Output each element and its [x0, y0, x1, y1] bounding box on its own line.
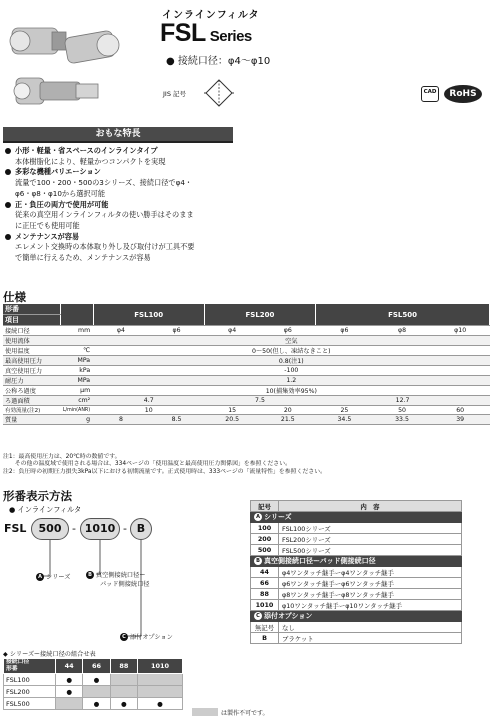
combo-table [3, 658, 183, 710]
code-desc: φ8ワンタッチ継手ーφ8ワンタッチ継手 [279, 589, 462, 600]
spec-cell: 0～50(但し、凍結なきこと) [93, 346, 489, 356]
code-desc: φ10ワンタッチ継手ーφ10ワンタッチ継手 [279, 600, 462, 611]
spec-cell: -100 [93, 366, 489, 376]
spec-model-col: FSL200 [204, 304, 315, 326]
combo-col: 88 [110, 659, 137, 674]
legend-text: は製作不可です。 [221, 710, 269, 717]
code-desc: なし [279, 622, 462, 633]
code-desc: φ6ワンタッチ継手ーφ6ワンタッチ継手 [279, 578, 462, 589]
combo-cell [83, 686, 110, 698]
product-subtitle: インラインフィルタ [162, 10, 260, 21]
features-rule [3, 141, 233, 143]
feature-line: で簡単に行えるため、メンテナンスが容易 [15, 253, 151, 263]
spec-cell: 0.8(注1) [93, 356, 489, 366]
spec-cell: 39 [431, 415, 490, 425]
feature-line: エレメント交換時の本体取り外し及び取付けが工具不要 [15, 242, 195, 252]
combo-cell: ● [110, 698, 137, 710]
filter-symbol-icon [204, 78, 234, 108]
spec-row-label: 耐圧力 [3, 376, 61, 386]
code-desc: FSL100シリーズ [279, 523, 462, 534]
spec-cell: 空気 [93, 336, 489, 346]
spec-row-unit: cm² [61, 396, 93, 406]
spec-cell: 33.5 [373, 415, 431, 425]
spec-cell: 12.7 [316, 396, 490, 406]
feature-bullet: 多彩な機種バリエーション [4, 167, 264, 178]
pn-prefix: FSL [4, 522, 27, 535]
pn-bore-label2: パッド側接続口径 [100, 581, 150, 588]
code-col-symbol: 記号 [251, 501, 279, 512]
spec-cell: φ6 [260, 326, 316, 336]
spec-note: 注2：負圧時の初期圧力損失3kPa以下における初期流量です。正式使用時は、333ページの「流量特性」を参照ください。 [3, 468, 326, 475]
spec-cell: φ4 [204, 326, 260, 336]
spec-note: 注1：最高使用圧力は、20℃時の数値です。 [3, 454, 121, 460]
code-key: 88 [251, 589, 279, 600]
pn-bore-label: 真空側接続口径ー [96, 572, 146, 579]
spec-title: 仕様 [3, 290, 26, 304]
combo-cell: ● [83, 698, 110, 710]
spec-row-unit: MPa [61, 376, 93, 386]
code-desc: φ4ワンタッチ継手ーφ4ワンタッチ継手 [279, 567, 462, 578]
code-section-option: 添付オプション [264, 612, 313, 620]
feature-bullet: 小形・軽量・省スペースのインラインタイプ [4, 146, 264, 157]
code-key: B [251, 633, 279, 644]
feature-bullet: メンテナンスが容易 [4, 232, 264, 243]
pn-option-label: 添付オプション [130, 634, 173, 641]
partnumber-title: 形番表示方法 [3, 489, 72, 503]
spec-cell: 10 [93, 406, 204, 415]
spec-row-label: 使用温度 [3, 346, 61, 356]
combo-cell [56, 698, 83, 710]
spec-row-label: 真空使用圧力 [3, 366, 61, 376]
combo-head-bore: 接続口径 [6, 659, 30, 665]
product-title: FSL Series [160, 19, 252, 47]
code-key: 100 [251, 523, 279, 534]
spec-row-unit: mm [61, 326, 93, 336]
code-desc: FSL200シリーズ [279, 534, 462, 545]
rohs-icon: RoHS [444, 85, 482, 103]
combo-row-name: FSL100 [4, 674, 56, 686]
product-photo [6, 8, 126, 126]
spec-cell: φ10 [431, 326, 490, 336]
spec-note: その他の温度域で使用される場合は、334ページの「使用温度と最高使用圧力関係図」を参照ください。 [3, 461, 291, 468]
spec-cell: 4.7 [93, 396, 204, 406]
spec-model-col: FSL100 [93, 304, 204, 326]
partnumber-diagram: FSL 500 - 1010 - B A シリーズ B 真空側接続口径ー パッド側接続口径 C 添付オプション [4, 518, 244, 648]
spec-row-label: 最高使用圧力 [3, 356, 61, 366]
spec-row-unit: kPa [61, 366, 93, 376]
combo-cell: ● [138, 698, 183, 710]
features-list [4, 146, 264, 264]
feature-line: に正圧でも使用可能 [15, 220, 80, 230]
spec-model-col: FSL500 [316, 304, 490, 326]
mark-c: C [120, 633, 128, 641]
combo-cell: ● [56, 674, 83, 686]
combo-cell [138, 686, 183, 698]
combo-row-name: FSL200 [4, 686, 56, 698]
spec-cell: φ6 [149, 326, 205, 336]
spec-cell: 25 [316, 406, 374, 415]
spec-key-model: 形番 [3, 304, 61, 315]
bore-range: ● 接続口径：φ4～φ10 [166, 56, 271, 67]
combo-col: 44 [56, 659, 83, 674]
spec-cell: 7.5 [204, 396, 315, 406]
combo-col: 1010 [138, 659, 183, 674]
spec-row-unit: g [61, 415, 93, 425]
pn-bore-box: 1010 [80, 518, 120, 540]
pn-series-label: シリーズ [46, 574, 71, 581]
code-desc: FSL500シリーズ [279, 545, 462, 556]
combo-cell [138, 674, 183, 686]
spec-cell: 21.5 [260, 415, 316, 425]
spec-row-label: 接続口径 [3, 326, 61, 336]
combo-title: ◆ シリーズー接続口径の組合せ表 [3, 651, 96, 658]
code-key: 500 [251, 545, 279, 556]
spec-key-item: 項目 [3, 315, 61, 326]
cad-icon: CAD [421, 86, 439, 102]
code-section-bore: 真空側接続口径ーパッド側接続口径 [264, 557, 376, 565]
pn-series-box: 500 [31, 518, 69, 540]
code-key: 無記号 [251, 622, 279, 633]
combo-col: 66 [83, 659, 110, 674]
feature-line: 本体樹脂化により、軽量かつコンパクトを実現 [15, 156, 166, 166]
combo-cell [110, 686, 137, 698]
spec-notes [3, 454, 490, 476]
spec-row-label: 公称ろ過度 [3, 386, 61, 396]
spec-cell: 20 [260, 406, 316, 415]
combo-cell: ● [83, 674, 110, 686]
spec-row-unit: ℃ [61, 346, 93, 356]
code-key: 200 [251, 534, 279, 545]
combo-row-name: FSL500 [4, 698, 56, 710]
spec-cell: φ6 [316, 326, 374, 336]
spec-row-label: 質量 [3, 415, 61, 425]
spec-row-unit [61, 336, 93, 346]
spec-cell: 10(捕集効率95%) [93, 386, 489, 396]
spec-row-unit: μm [61, 386, 93, 396]
mark-b: B [86, 571, 94, 579]
feature-line: 流量で100・200・500の3シリーズ、接続口径でφ4・ [15, 178, 193, 188]
mark-a: A [36, 573, 44, 581]
features-title: おもな特長 [3, 127, 233, 141]
combo-head-model: 形番 [6, 666, 18, 672]
spec-cell: 60 [431, 406, 490, 415]
code-desc: ブラケット [279, 633, 462, 644]
code-key: 1010 [251, 600, 279, 611]
spec-cell: 20.5 [204, 415, 260, 425]
partnumber-subtitle: ● インラインフィルタ [9, 505, 82, 514]
spec-cell: 8 [93, 415, 149, 425]
spec-row-unit: L/min(ANR) [61, 406, 93, 415]
jis-label: JIS 記号 [163, 90, 187, 98]
spec-cell: φ8 [373, 326, 431, 336]
spec-cell: 50 [373, 406, 431, 415]
feature-line: φ6・φ8・φ10から選択可能 [15, 188, 106, 198]
spec-cell: 8.5 [149, 415, 205, 425]
spec-table [3, 304, 490, 425]
legend-swatch [192, 708, 218, 716]
spec-cell: 1.2 [93, 376, 489, 386]
feature-bullet: 正・負圧の両方で使用が可能 [4, 200, 264, 211]
code-key: 44 [251, 567, 279, 578]
combo-cell: ● [56, 686, 83, 698]
code-col-content: 内 容 [279, 501, 462, 512]
code-table: 記号 内 容 A シリーズ 100 FSL100シリーズ 200 FSL200シリーズ 500 FSL500シリーズ B 真空側接続口径ーパッド側接続口径 44 φ4ワンタッチ継手ーφ4ワンタッチ継手 66 φ6ワンタッチ継手ーφ6ワンタッチ継手 88 φ8ワンタッチ継手ーφ8ワンタッチ継手 1010 φ10ワンタッチ継手ーφ10ワンタッチ継手 C 添付オプション 無記号 なし B ブラケット [250, 500, 462, 644]
spec-cell: φ4 [93, 326, 149, 336]
spec-row-label: ろ過面積 [3, 396, 61, 406]
code-section-series: シリーズ [264, 513, 292, 521]
code-key: 66 [251, 578, 279, 589]
spec-row-unit: MPa [61, 356, 93, 366]
pn-option-box: B [130, 518, 152, 540]
feature-line: 従来の真空用インラインフィルタの使い勝手はそのまま [15, 210, 194, 220]
spec-cell: 34.5 [316, 415, 374, 425]
combo-cell [110, 674, 137, 686]
spec-row-label: 使用流体 [3, 336, 61, 346]
spec-cell: 15 [204, 406, 260, 415]
spec-row-label: 有効流量(注2) [3, 406, 61, 415]
